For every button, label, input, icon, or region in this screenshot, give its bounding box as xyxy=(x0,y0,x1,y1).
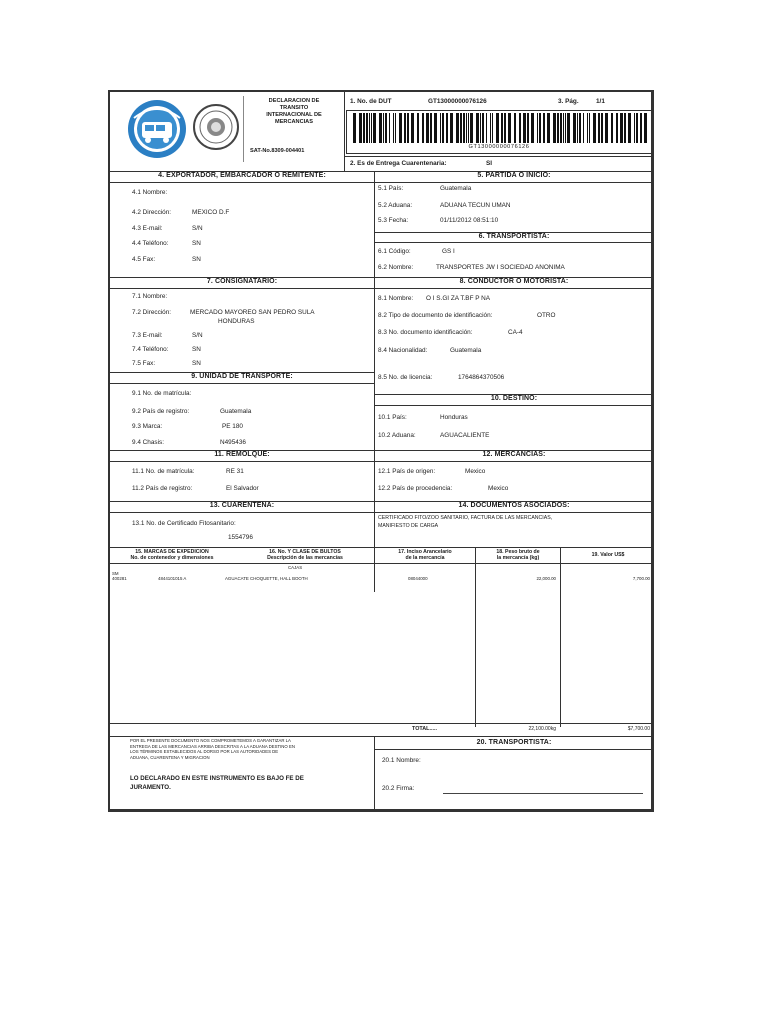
barcode-bar xyxy=(385,113,387,143)
section-13-title: 13. CUARENTENA: xyxy=(209,502,275,509)
barcode-bar xyxy=(553,113,556,143)
destination-country: Honduras xyxy=(440,414,468,421)
page-label: 3. Pág. xyxy=(558,98,579,105)
barcode-bar xyxy=(440,113,441,143)
associated-docs-line1: CERTIFICADO FITO/ZOO SANITARIO, FACTURA DE LAS MERCANCIAS, xyxy=(378,515,553,521)
section-20-title: 20. TRANSPORTISTA: xyxy=(476,739,552,746)
barcode-bar xyxy=(422,113,424,143)
barcode-bar xyxy=(383,113,384,143)
barcode-bar xyxy=(616,113,618,143)
barcode-bar xyxy=(492,113,493,143)
barcode-bar xyxy=(373,113,376,143)
phyto-cert: 1554796 xyxy=(228,534,253,541)
oath-statement xyxy=(130,774,370,792)
barcode-bar xyxy=(504,113,506,143)
driver-name-label: 8.1 Nombre: xyxy=(378,295,414,302)
barcode-bar xyxy=(531,113,534,143)
col-18-header xyxy=(476,549,560,561)
signature-line xyxy=(443,793,643,794)
phyto-cert-label: 13.1 No. de Certificado Fitosanitario: xyxy=(132,520,236,527)
exporter-name-label: 4.1 Nombre: xyxy=(132,189,168,196)
col-15-header-line2: No. de contenedor y dimensiones xyxy=(130,555,214,561)
goods-tariff-code: 08044000 xyxy=(408,576,428,581)
barcode-bar xyxy=(371,113,372,143)
barcode-bar xyxy=(539,113,541,143)
total-label: TOTAL..... xyxy=(412,726,437,732)
goods-origin-label: 12.1 País de origen: xyxy=(378,468,436,475)
barcode-bar xyxy=(593,113,596,143)
goods-provenance-label: 12.2 País de procedencia: xyxy=(378,485,453,492)
barcode-bar xyxy=(353,113,356,143)
barcode-bar xyxy=(628,113,631,143)
carrier-name: TRANSPORTES JW I SOCIEDAD ANONIMA xyxy=(436,264,565,271)
barcode-bar xyxy=(624,113,626,143)
exporter-phone: SN xyxy=(192,240,201,247)
exporter-address: MEXICO D.F xyxy=(192,209,230,216)
barcode-bar xyxy=(476,113,479,143)
barcode-text: GT13000000076126 xyxy=(468,144,530,150)
section-11-title: 11. REMOLQUE: xyxy=(214,451,270,458)
signature-label: 20.2 Firma: xyxy=(382,785,415,792)
barcode-bar xyxy=(379,113,382,143)
barcode-bar xyxy=(486,113,487,143)
section-14-title: 14. DOCUMENTOS ASOCIADOS: xyxy=(458,502,570,509)
barcode-bar xyxy=(366,113,368,143)
barcode-bar xyxy=(393,113,394,143)
barcode-bar xyxy=(501,113,503,143)
carrier-code-label: 6.1 Código: xyxy=(378,248,411,255)
barcode-bar xyxy=(430,113,432,143)
carrier-name-label: 6.2 Nombre: xyxy=(378,264,414,271)
barcode-bar xyxy=(537,113,538,143)
barcode-bar xyxy=(583,113,584,143)
barcode-bar xyxy=(407,113,409,143)
legal-text-line: ADUANA, CUARENTENA Y MIGRACION xyxy=(130,754,210,760)
barcode-bar xyxy=(442,113,444,143)
barcode-bar xyxy=(463,113,465,143)
vehicle-country: Guatemala xyxy=(220,408,252,415)
barcode-bar xyxy=(466,113,467,143)
col-17-header xyxy=(376,549,474,561)
exporter-email-label: 4.3 E-mail: xyxy=(132,225,163,232)
associated-docs-line2: MANIFIESTO DE CARGA xyxy=(378,523,439,529)
dut-value: GT13000000076126 xyxy=(428,98,487,105)
trailer-country-label: 11.2 País de registro: xyxy=(132,485,193,492)
government-seal-icon xyxy=(192,102,240,152)
legal-text-line: LOS TÉRMINOS ESTABLECIDOS AL DORSO POR LAS AUTORIDADES DE xyxy=(130,749,279,755)
col-15-header xyxy=(112,549,232,561)
exporter-fax-label: 4.5 Fax: xyxy=(132,256,156,263)
section-4-title: 4. EXPORTADOR, EMBARCADOR O REMITENTE: xyxy=(158,172,326,179)
barcode-bar xyxy=(470,113,473,143)
departure-date: 01/11/2012 08:51:10 xyxy=(440,217,499,224)
col-17-header-line1: 17. Inciso Arancelario xyxy=(398,549,452,555)
carrier-code: GS I xyxy=(442,248,455,255)
barcode-bar xyxy=(620,113,623,143)
destination-customs: AGUACALIENTE xyxy=(440,432,490,439)
barcode-bar xyxy=(560,113,562,143)
section-6-title: 6. TRANSPORTISTA: xyxy=(478,233,550,240)
barcode-bar xyxy=(450,113,453,143)
barcode-bar xyxy=(527,113,529,143)
barcode-bar xyxy=(634,113,635,143)
col-15-header-line1: 15. MARCAS DE EXPEDICION xyxy=(135,549,209,555)
driver-id-number-label: 8.3 No. documento identificación: xyxy=(378,329,473,336)
barcode-bar xyxy=(490,113,491,143)
driver-license: 1764864370506 xyxy=(458,374,505,381)
departure-country: Guatemala xyxy=(440,185,472,192)
consignee-address-line1: MERCADO MAYOREO SAN PEDRO SULA xyxy=(190,309,315,316)
barcode-bar xyxy=(567,113,570,143)
barcode xyxy=(349,113,649,143)
exporter-email: S/N xyxy=(192,225,203,232)
barcode-bar xyxy=(369,113,370,143)
consignee-address-label: 7.2 Dirección: xyxy=(132,309,172,316)
packages-type: CAJAS xyxy=(288,565,303,570)
form-title-line: MERCANCIAS xyxy=(275,119,313,125)
trailer-plate-label: 11.1 No. de matrícula: xyxy=(132,468,195,475)
vehicle-brand-label: 9.3 Marca: xyxy=(132,423,163,430)
barcode-bar xyxy=(359,113,362,143)
vehicle-chassis: N495436 xyxy=(220,439,246,446)
section-9-title: 9. UNIDAD DE TRANSPORTE: xyxy=(191,373,293,380)
barcode-bar xyxy=(480,113,481,143)
total-value: $7,700.00 xyxy=(627,726,650,732)
goods-ref: SM 400281 xyxy=(112,571,127,581)
barcode-bar xyxy=(426,113,429,143)
consignee-email-label: 7.3 E-mail: xyxy=(132,332,163,339)
driver-id-number: CA-4 xyxy=(508,329,523,336)
departure-country-label: 5.1 País: xyxy=(378,185,404,192)
goods-container: 4844101015 A xyxy=(158,576,187,581)
sat-number: SAT-No.8309-004401 xyxy=(250,148,305,154)
barcode-bar xyxy=(468,113,469,143)
barcode-bar xyxy=(601,113,603,143)
departure-customs-label: 5.2 Aduana: xyxy=(378,202,413,209)
barcode-bar xyxy=(644,113,647,143)
col-18-header-line2: la mercancía (kg) xyxy=(496,555,540,561)
barcode-bar xyxy=(598,113,600,143)
driver-name: O I S.GI ZA T.BF P NA xyxy=(426,295,491,302)
barcode-bar xyxy=(589,113,590,143)
barcode-bar xyxy=(579,113,581,143)
vehicle-brand: PE 180 xyxy=(222,423,243,430)
barcode-bar xyxy=(523,113,526,143)
barcode-bar xyxy=(573,113,576,143)
transit-declaration-form xyxy=(108,90,654,812)
goods-origin: Mexico xyxy=(465,468,486,475)
form-title xyxy=(246,98,342,126)
barcode-bar xyxy=(565,113,566,143)
barcode-bar xyxy=(482,113,484,143)
col-17-header-line2: de la mercancía xyxy=(405,555,445,561)
section-5-title: 5. PARTIDA O INICIO: xyxy=(477,172,551,179)
total-weight: 22,100.00kg xyxy=(528,726,556,732)
goods-weight: 22,000.00 xyxy=(536,576,556,581)
trailer-country: El Salvador xyxy=(226,485,259,492)
barcode-box xyxy=(346,110,652,154)
goods-description: AGUACATE CHOQUETTE, HALL BOOTH xyxy=(225,576,308,581)
col-16-header-line1: 16. No. Y CLASE DE BULTOS xyxy=(269,549,341,555)
barcode-bar xyxy=(547,113,550,143)
barcode-bar xyxy=(636,113,638,143)
quarantine-value: SI xyxy=(486,160,493,167)
dut-label: 1. No. de DUT xyxy=(350,98,392,105)
col-19-header: 19. Valor US$ xyxy=(591,552,625,558)
goods-provenance: Mexico xyxy=(488,485,509,492)
col-16-header-line2: Descripción de las mercancías xyxy=(267,555,343,561)
barcode-bar xyxy=(514,113,516,143)
vehicle-chassis-label: 9.4 Chasis: xyxy=(132,439,164,446)
section-8-title: 8. CONDUCTOR O MOTORISTA: xyxy=(459,278,569,285)
barcode-bar xyxy=(605,113,608,143)
barcode-bar xyxy=(446,113,448,143)
oath-line: JURAMENTO. xyxy=(130,784,171,791)
departure-date-label: 5.3 Fecha: xyxy=(378,217,409,224)
legal-text-line: ENTREGA DE LAS MERCANCIAS ARRIBA DESCRITAS A LA ADUANA DESTINO EN xyxy=(130,743,295,749)
barcode-bar xyxy=(640,113,642,143)
driver-id-type-label: 8.2 Tipo de documento de identificación: xyxy=(378,312,493,319)
col-18-header-line1: 18. Peso bruto de xyxy=(496,549,540,555)
barcode-bar xyxy=(411,113,414,143)
barcode-bar xyxy=(389,113,390,143)
vehicle-country-label: 9.2 País de registro: xyxy=(132,408,190,415)
barcode-bar xyxy=(395,113,396,143)
consignee-fax: SN xyxy=(192,360,201,367)
trailer-plate: RE 31 xyxy=(226,468,244,475)
barcode-bar xyxy=(611,113,613,143)
section-10-title: 10. DESTINO: xyxy=(490,395,538,402)
section-12-title: 12. MERCANCIAS: xyxy=(482,451,546,458)
goods-value: 7,700.00 xyxy=(632,576,650,581)
barcode-bar xyxy=(456,113,459,143)
departure-customs: ADUANA TECUN UMAN xyxy=(440,202,511,209)
page-value: 1/1 xyxy=(596,98,605,105)
barcode-bar xyxy=(496,113,499,143)
destination-country-label: 10.1 País: xyxy=(378,414,407,421)
exporter-phone-label: 4.4 Teléfono: xyxy=(132,240,169,247)
vehicle-plate-label: 9.1 No. de matrícula: xyxy=(132,390,192,397)
consignee-address-line2: HONDURAS xyxy=(218,318,255,325)
section-7-title: 7. CONSIGNATARIO: xyxy=(206,278,278,285)
consignee-phone: SN xyxy=(192,346,201,353)
barcode-bar xyxy=(519,113,521,143)
barcode-bar xyxy=(508,113,511,143)
destination-customs-label: 10.2 Aduana: xyxy=(378,432,416,439)
barcode-bar xyxy=(543,113,545,143)
barcode-bar xyxy=(563,113,564,143)
exporter-address-label: 4.2 Dirección: xyxy=(132,209,172,216)
barcode-bar xyxy=(434,113,437,143)
consignee-email: S/N xyxy=(192,332,203,339)
barcode-bar xyxy=(460,113,462,143)
driver-id-type: OTRO xyxy=(537,312,556,319)
barcode-bar xyxy=(399,113,402,143)
barcode-bar xyxy=(577,113,578,143)
consignee-fax-label: 7.5 Fax: xyxy=(132,360,156,367)
col-16-header xyxy=(240,549,370,561)
driver-nationality-label: 8.4 Nacionalidad: xyxy=(378,347,428,354)
consignee-phone-label: 7.4 Teléfono: xyxy=(132,346,169,353)
barcode-bar xyxy=(587,113,588,143)
barcode-bar xyxy=(363,113,365,143)
form-title-line: TRANSITO xyxy=(279,105,309,111)
legal-text xyxy=(130,738,370,760)
form-title-line: INTERNACIONAL DE xyxy=(266,112,322,118)
exporter-fax: SN xyxy=(192,256,201,263)
driver-nationality: Guatemala xyxy=(450,347,482,354)
carrier-signatory-name-label: 20.1 Nombre: xyxy=(382,757,421,764)
consignee-name-label: 7.1 Nombre: xyxy=(132,293,168,300)
driver-license-label: 8.5 No. de licencia: xyxy=(378,374,433,381)
legal-text-line: POR EL PRESENTE DOCUMENTO NOS COMPROMETEMOS A GARANTIZAR LA xyxy=(130,738,291,743)
form-title-line: DECLARACION DE xyxy=(268,98,320,104)
oath-line: LO DECLARADO EN ESTE INSTRUMENTO ES BAJO FE DE xyxy=(130,775,304,782)
quarantine-label: 2. Es de Entrega Cuarentenaria: xyxy=(350,160,447,167)
barcode-bar xyxy=(417,113,419,143)
barcode-bar xyxy=(404,113,406,143)
barcode-bar xyxy=(557,113,559,143)
customs-logo-icon xyxy=(126,98,188,160)
